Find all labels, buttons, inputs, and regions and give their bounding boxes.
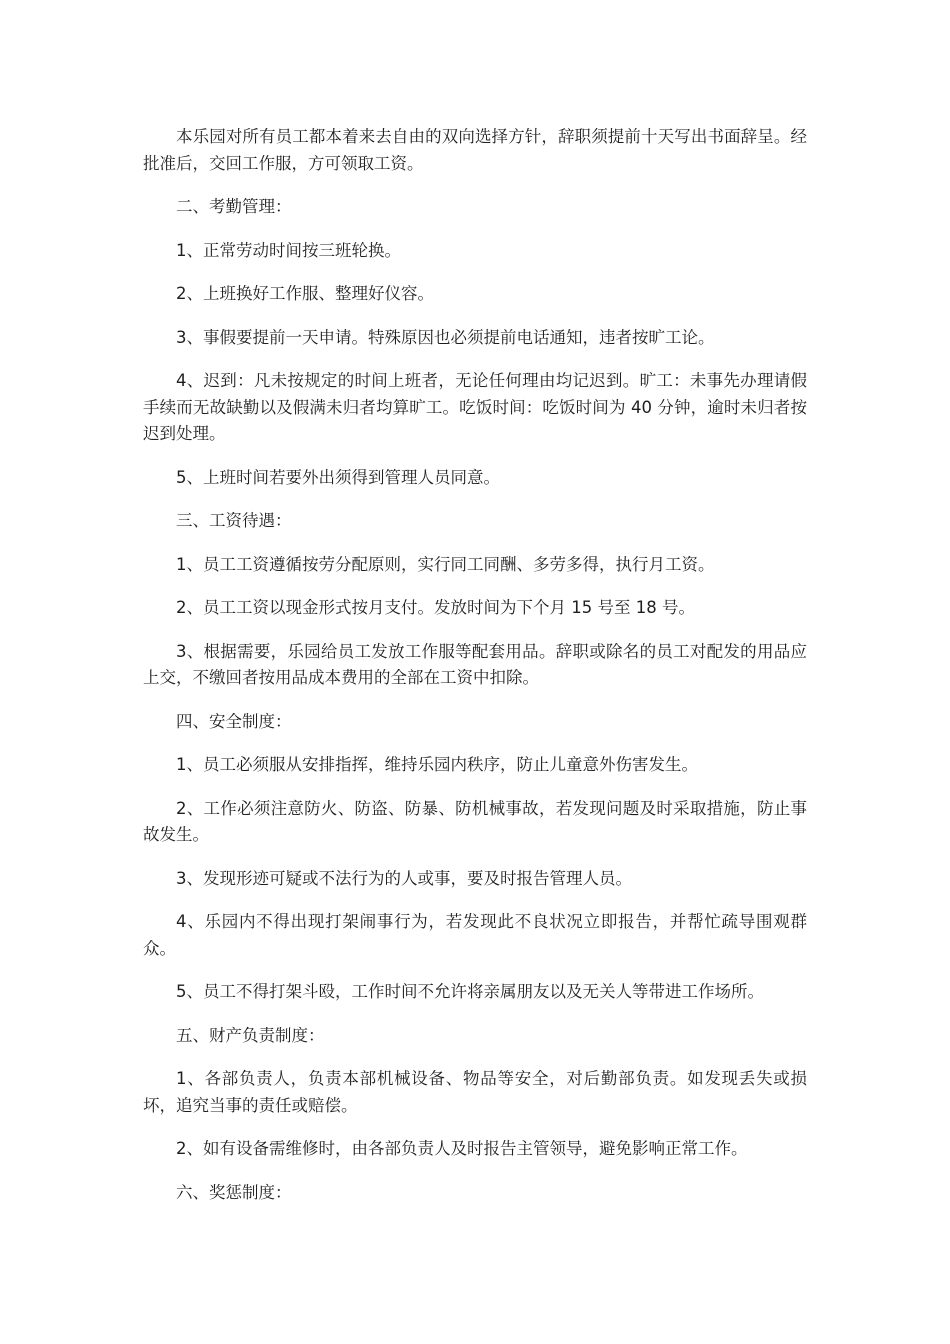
paragraph-safety-2: 2、工作必须注意防火、防盗、防暴、防机械事故，若发现问题及时采取措施，防止事故发生。 xyxy=(143,798,807,844)
section-heading-wages: 三、工资待遇： xyxy=(176,511,292,530)
paragraph-safety-1: 1、员工必须服从安排指挥，维持乐园内秩序，防止儿童意外伤害发生。 xyxy=(176,755,698,774)
section-heading-property: 五、财产负责制度： xyxy=(176,1025,325,1045)
paragraph-attendance-1: 1、正常劳动时间按三班轮换。 xyxy=(176,240,401,260)
paragraph-attendance-5: 5、上班时间若要外出须得到管理人员同意。 xyxy=(176,467,500,487)
paragraph-resignation: 本乐园对所有员工都本着来去自由的双向选择方针，辞职须提前十天写出书面辞呈。经批准后，交回工作服，方可领取工资。 xyxy=(143,127,807,173)
paragraph-attendance-3: 3、事假要提前一天申请。特殊原因也必须提前电话通知，违者按旷工论。 xyxy=(176,327,715,347)
document-body xyxy=(143,124,807,1223)
paragraph-safety-3: 3、发现形迹可疑或不法行为的人或事，要及时报告管理人员。 xyxy=(176,868,632,888)
section-heading-safety: 四、安全制度： xyxy=(176,711,292,731)
section-heading-rewards: 六、奖惩制度： xyxy=(176,1182,292,1202)
paragraph-attendance-2: 2、上班换好工作服、整理好仪容。 xyxy=(176,284,434,303)
paragraph-property-1: 1、各部负责人，负责本部机械设备、物品等安全，对后勤部负责。如发现丢失或损坏，追究当事的责任或赔偿。 xyxy=(143,1069,807,1115)
paragraph-wages-1: 1、员工工资遵循按劳分配原则，实行同工同酬、多劳多得，执行月工资。 xyxy=(176,554,715,574)
paragraph-wages-3: 3、根据需要，乐园给员工发放工作服等配套用品。辞职或除名的员工对配发的用品应上交，不缴回者按用品成本费用的全部在工资中扣除。 xyxy=(143,641,807,687)
paragraph-safety-5: 5、员工不得打架斗殴，工作时间不允许将亲属朋友以及无关人等带进工作场所。 xyxy=(176,982,764,1001)
paragraph-attendance-4: 4、迟到：凡未按规定的时间上班者，无论任何理由均记迟到。旷工：未事先办理请假手续而无故缺勤以及假满未归者均算旷工。吃饭时间：吃饭时间为 40 分钟，逾时未归者按迟到处理。 xyxy=(143,371,807,443)
paragraph-wages-2: 2、员工工资以现金形式按月支付。发放时间为下个月 15 号至 18 号。 xyxy=(176,598,695,617)
paragraph-safety-4: 4、乐园内不得出现打架闹事行为，若发现此不良状况立即报告，并帮忙疏导围观群众。 xyxy=(143,912,807,958)
section-heading-attendance: 二、考勤管理： xyxy=(176,197,292,216)
paragraph-property-2: 2、如有设备需维修时，由各部负责人及时报告主管领导，避免影响正常工作。 xyxy=(176,1139,748,1158)
